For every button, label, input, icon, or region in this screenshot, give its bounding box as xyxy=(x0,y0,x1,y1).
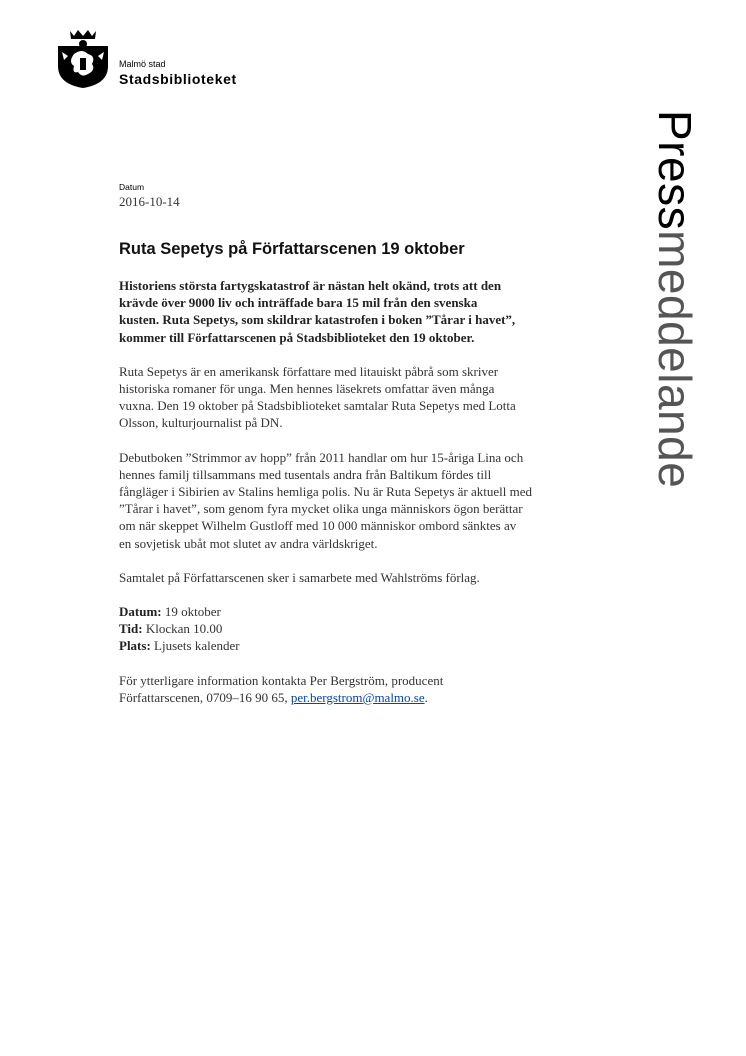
fact-date-value: 19 oktober xyxy=(161,604,221,620)
paragraph-2 xyxy=(119,449,589,552)
fact-time-value: Klockan 10.00 xyxy=(142,621,223,637)
contact-paragraph xyxy=(119,672,589,706)
side-label-press: Press xyxy=(649,110,701,231)
contact-end: . xyxy=(424,689,428,705)
paragraph-line: fångläger i Sibirien av Stalins hemliga polis. Nu är Ruta Sepetys är aktuell med xyxy=(119,484,533,500)
pressmeddelande-label xyxy=(649,110,701,489)
org-unit: Stadsbiblioteket xyxy=(119,71,237,87)
malmo-coat-of-arms-icon xyxy=(52,26,114,88)
page-title: Ruta Sepetys på Författarscenen 19 oktober xyxy=(119,240,465,258)
lead-line: krävde över 9000 liv och inträffade bara 15 mil från den svenska xyxy=(119,295,478,311)
date-value: 2016-10-14 xyxy=(119,194,180,209)
paragraph-line: Debutboken ”Strimmor av hopp” från 2011 handlar om hur 15-åriga Lina och xyxy=(119,449,524,465)
paragraph-1 xyxy=(119,363,589,432)
paragraph-3: Samtalet på Författarscenen sker i samarbete med Wahlströms förlag. xyxy=(119,569,480,585)
paragraph-line: om när skeppet Wilhelm Gustloff med 10 000 människor ombord sänktes av xyxy=(119,518,517,534)
lead-line: kommer till Författarscenen på Stadsbiblioteket den 19 oktober. xyxy=(119,329,475,345)
lead-paragraph xyxy=(119,277,589,346)
paragraph-line: Olsson, kulturjournalist på DN. xyxy=(119,415,283,431)
fact-place-label: Plats: xyxy=(119,638,151,654)
lead-line: Historiens största fartygskatastrof är nästan helt okänd, trots att den xyxy=(119,278,502,293)
paragraph-line: Ruta Sepetys är en amerikansk författare med litauiskt påbrå som skriver xyxy=(119,363,499,379)
paragraph-line: en sovjetisk ubåt mot slutet av andra världskriget. xyxy=(119,535,378,551)
paragraph-line: hennes familj tillsammans med tusentals andra från Baltikum fördes till xyxy=(119,466,492,482)
contact-email-link[interactable]: per.bergstrom@malmo.se xyxy=(290,689,425,705)
event-facts xyxy=(119,603,589,655)
org-name: Malmö stad xyxy=(119,59,166,69)
fact-place-value: Ljusets kalender xyxy=(150,638,240,654)
contact-line-1: För ytterligare information kontakta Per Bergström, producent xyxy=(119,672,444,688)
paragraph-line: ”Tårar i havet”, som genom fyra mycket olika unga människors ögon berättar xyxy=(119,501,523,517)
press-body xyxy=(119,277,589,723)
paragraph-line: vuxna. Den 19 oktober på Stadsbiblioteket samtalar Ruta Sepetys med Lotta xyxy=(119,398,516,414)
contact-line-2: Författarscenen, 0709–16 90 65, xyxy=(119,689,291,705)
date-label: Datum xyxy=(119,182,145,192)
side-label-meddelande: meddelande xyxy=(649,230,701,489)
paragraph-line: historiska romaner för unga. Men hennes läsekrets omfattar även många xyxy=(119,381,495,397)
fact-time-label: Tid: xyxy=(119,621,143,637)
lead-line: kusten. Ruta Sepetys, som skildrar katastrofen i boken ”Tårar i havet”, xyxy=(119,312,516,328)
fact-date-label: Datum: xyxy=(119,604,162,620)
